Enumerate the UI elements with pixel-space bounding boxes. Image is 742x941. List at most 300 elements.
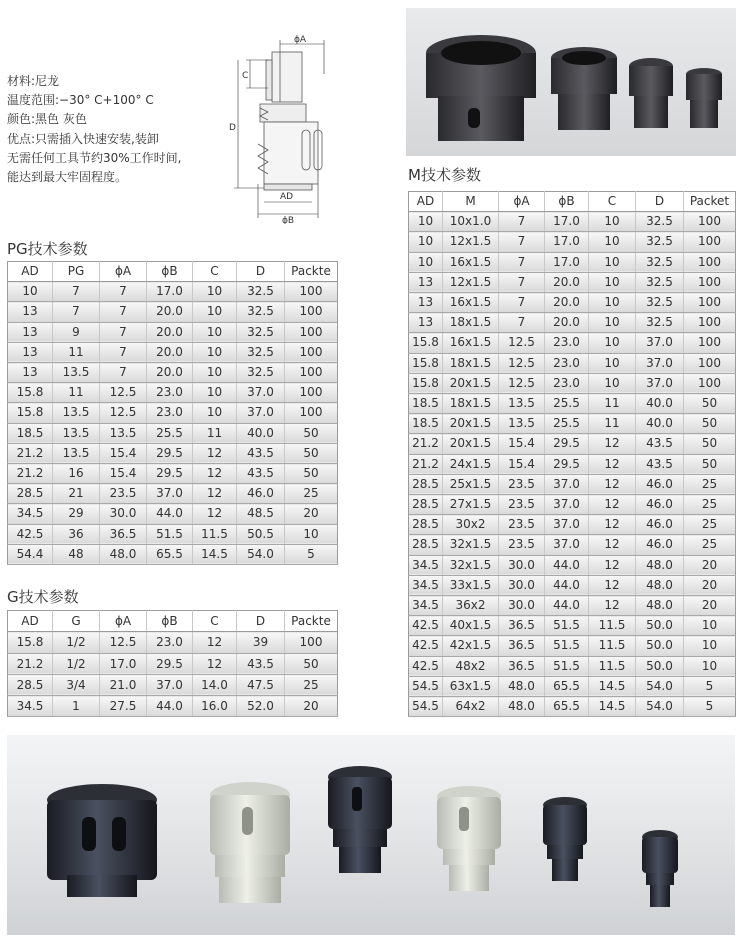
table-cell: 12.5 (499, 353, 545, 373)
table-cell: 65.5 (545, 676, 589, 696)
grey-connector-medium-image (437, 786, 501, 891)
table-cell: 21.2 (8, 653, 53, 674)
product-photo-top (406, 8, 736, 156)
table-cell: 52.0 (237, 696, 285, 717)
table-cell: 37.0 (545, 474, 589, 494)
table-cell: 11.5 (589, 616, 636, 636)
table-cell: 65.5 (545, 697, 589, 717)
table-cell: 5 (684, 676, 736, 696)
table-cell: 13.5 (53, 423, 100, 443)
table-cell: 10 (589, 313, 636, 333)
table-cell: 54.4 (8, 544, 53, 564)
table-cell: 29.5 (147, 464, 193, 484)
table-cell: 3/4 (53, 674, 100, 695)
table-cell: 28.5 (409, 535, 443, 555)
table-row (8, 696, 338, 717)
column-header: Packet (684, 192, 736, 212)
dim-label-a: ϕA (294, 35, 307, 45)
black-connector-small-image (543, 797, 587, 881)
table-cell: 12.5 (499, 333, 545, 353)
table-cell: 42.5 (409, 636, 443, 656)
table-cell: 11 (589, 414, 636, 434)
table-cell: 28.5 (409, 515, 443, 535)
table-cell: 12 (193, 443, 237, 463)
table-cell: 42.5 (8, 524, 53, 544)
table-row (8, 282, 338, 302)
table-cell: 37.0 (147, 484, 193, 504)
table-cell: 12 (589, 454, 636, 474)
table-cell: 10x1.0 (443, 212, 499, 232)
table-cell: 34.5 (409, 555, 443, 575)
table-cell: 50 (684, 434, 736, 454)
table-cell: 12 (589, 596, 636, 616)
table-cell: 14.0 (193, 674, 237, 695)
table-cell: 10 (193, 363, 237, 383)
table-row (409, 293, 736, 313)
table-cell: 46.0 (237, 484, 285, 504)
small-connector-image (629, 58, 673, 128)
table-cell: 51.5 (147, 524, 193, 544)
table-cell: 100 (684, 373, 736, 393)
table-cell: 100 (684, 252, 736, 272)
table-row (409, 515, 736, 535)
column-header: D (237, 262, 285, 282)
table-cell: 13.5 (499, 394, 545, 414)
table-cell: 12.5 (100, 632, 147, 653)
table-row (409, 252, 736, 272)
table-row (409, 353, 736, 373)
table-cell: 100 (684, 272, 736, 292)
table-row (409, 232, 736, 252)
table-cell: 29.5 (147, 443, 193, 463)
black-connector-medium-image (328, 766, 392, 873)
column-header: C (193, 611, 237, 632)
table-cell: 7 (499, 232, 545, 252)
table-cell: 12 (589, 535, 636, 555)
dim-label-b: ϕB (282, 216, 295, 224)
product-photo-bottom (7, 735, 735, 935)
table-cell: 7 (100, 342, 147, 362)
spec-material: 材料:尼龙 (7, 74, 60, 88)
table-cell: 100 (285, 282, 338, 302)
table-row (8, 383, 338, 403)
table-cell: 44.0 (147, 504, 193, 524)
table-cell: 10 (193, 403, 237, 423)
table-cell: 28.5 (8, 674, 53, 695)
table-cell: 12 (193, 504, 237, 524)
table-cell: 40x1.5 (443, 616, 499, 636)
table-cell: 23.0 (147, 383, 193, 403)
table-cell: 13.5 (53, 403, 100, 423)
table-cell: 10 (589, 353, 636, 373)
table-cell: 37.0 (636, 373, 684, 393)
table-cell: 21.2 (409, 434, 443, 454)
table-cell: 46.0 (636, 535, 684, 555)
table-cell: 32.5 (636, 293, 684, 313)
table-cell: 10 (589, 232, 636, 252)
table-row (409, 212, 736, 232)
table-row (409, 636, 736, 656)
table-cell: 100 (285, 342, 338, 362)
table-cell: 12 (193, 653, 237, 674)
table-cell: 18x1.5 (443, 394, 499, 414)
table-cell: 12 (589, 495, 636, 515)
table-cell: 10 (589, 333, 636, 353)
table-cell: 23.0 (147, 632, 193, 653)
table-cell: 13 (409, 272, 443, 292)
table-cell: 18x1.5 (443, 313, 499, 333)
table-cell: 48.0 (636, 575, 684, 595)
table-cell: 20.0 (147, 322, 193, 342)
table-cell: 20x1.5 (443, 434, 499, 454)
table-cell: 36 (53, 524, 100, 544)
table-cell: 25 (684, 495, 736, 515)
table-cell: 47.5 (237, 674, 285, 695)
table-cell: 23.0 (147, 403, 193, 423)
table-row (8, 443, 338, 463)
table-cell: 36.5 (100, 524, 147, 544)
table-cell: 44.0 (147, 696, 193, 717)
table-cell: 20 (285, 696, 338, 717)
table-cell: 100 (684, 232, 736, 252)
column-header: ϕA (100, 611, 147, 632)
table-row (409, 495, 736, 515)
table-cell: 51.5 (545, 636, 589, 656)
table-cell: 17.0 (545, 232, 589, 252)
table-cell: 32.5 (636, 232, 684, 252)
table-cell: 20.0 (545, 293, 589, 313)
table-cell: 37.0 (147, 674, 193, 695)
table-cell: 13.5 (499, 414, 545, 434)
table-row (409, 555, 736, 575)
table-cell: 37.0 (636, 333, 684, 353)
table-cell: 100 (684, 313, 736, 333)
table-cell: 34.5 (409, 596, 443, 616)
table-cell: 10 (193, 322, 237, 342)
table-cell: 13 (8, 302, 53, 322)
table-cell: 10 (193, 282, 237, 302)
table-cell: 34.5 (8, 696, 53, 717)
table-row (409, 394, 736, 414)
table-cell: 10 (285, 524, 338, 544)
table-cell: 20.0 (545, 272, 589, 292)
table-row (409, 474, 736, 494)
table-cell: 65.5 (147, 544, 193, 564)
table-cell: 10 (684, 636, 736, 656)
table-cell: 25 (684, 535, 736, 555)
table-row (8, 423, 338, 443)
spec-temperature: 温度范围:−30° C+100° C (7, 93, 154, 108)
column-header: ϕA (499, 192, 545, 212)
table-cell: 42.5 (409, 616, 443, 636)
table-cell: 36.5 (499, 636, 545, 656)
table-cell: 7 (499, 272, 545, 292)
table-row (409, 535, 736, 555)
column-header: PG (53, 262, 100, 282)
spec-advantage-3: 能达到最大牢固程度。 (7, 170, 128, 185)
table-row (409, 414, 736, 434)
table-cell: 15.4 (499, 454, 545, 474)
table-row (8, 302, 338, 322)
table-row (409, 575, 736, 595)
table-row (8, 632, 338, 653)
table-cell: 15.4 (100, 443, 147, 463)
column-header: D (636, 192, 684, 212)
table-cell: 25.5 (147, 423, 193, 443)
table-cell: 27.5 (100, 696, 147, 717)
table-cell: 13.5 (53, 443, 100, 463)
table-cell: 10 (589, 373, 636, 393)
table-cell: 50.5 (237, 524, 285, 544)
table-cell: 39 (237, 632, 285, 653)
table-cell: 33x1.5 (443, 575, 499, 595)
table-cell: 50.0 (636, 656, 684, 676)
table-cell: 28.5 (8, 484, 53, 504)
table-header-row (8, 262, 338, 282)
table-cell: 12.5 (499, 373, 545, 393)
table-cell: 14.5 (589, 697, 636, 717)
table-cell: 7 (100, 363, 147, 383)
table-cell: 23.0 (545, 333, 589, 353)
pg-spec-table (7, 261, 338, 565)
table-cell: 27x1.5 (443, 495, 499, 515)
table-cell: 25 (684, 515, 736, 535)
table-row (8, 322, 338, 342)
table-header-row (409, 192, 736, 212)
table-row (8, 653, 338, 674)
table-cell: 25.5 (545, 414, 589, 434)
table-cell: 40.0 (636, 394, 684, 414)
table-cell: 37.0 (237, 383, 285, 403)
table-cell: 1/2 (53, 632, 100, 653)
table-cell: 23.0 (545, 373, 589, 393)
table-cell: 10 (589, 252, 636, 272)
column-header: AD (409, 192, 443, 212)
dim-label-d: D (229, 123, 236, 133)
table-cell: 32.5 (636, 252, 684, 272)
dim-label-c: C (242, 71, 249, 81)
table-cell: 28.5 (409, 495, 443, 515)
table-cell: 10 (409, 232, 443, 252)
table-cell: 12 (193, 484, 237, 504)
table-cell: 16x1.5 (443, 333, 499, 353)
table-cell: 50 (285, 423, 338, 443)
table-cell: 46.0 (636, 515, 684, 535)
table-cell: 10 (684, 656, 736, 676)
table-cell: 48.0 (636, 555, 684, 575)
table-cell: 48.0 (499, 697, 545, 717)
table-cell: 100 (285, 632, 338, 653)
material-spec-block (7, 72, 182, 187)
grey-connector-large-image (210, 782, 290, 903)
table-cell: 23.5 (499, 515, 545, 535)
table-cell: 12.5 (100, 383, 147, 403)
table-cell: 11 (589, 394, 636, 414)
table-cell: 32x1.5 (443, 555, 499, 575)
table-cell: 10 (193, 383, 237, 403)
table-cell: 64x2 (443, 697, 499, 717)
table-row (8, 464, 338, 484)
table-cell: 24x1.5 (443, 454, 499, 474)
table-row (409, 676, 736, 696)
column-header: D (237, 611, 285, 632)
column-header: ϕB (545, 192, 589, 212)
column-header: Packte (285, 611, 338, 632)
table-cell: 23.5 (499, 474, 545, 494)
table-cell: 32.5 (237, 322, 285, 342)
g-spec-table (7, 610, 338, 717)
table-cell: 23.5 (499, 535, 545, 555)
table-cell: 43.5 (237, 443, 285, 463)
table-cell: 43.5 (636, 434, 684, 454)
table-row (409, 616, 736, 636)
table-cell: 11.5 (589, 636, 636, 656)
table-row (409, 373, 736, 393)
column-header: AD (8, 262, 53, 282)
table-cell: 20 (684, 575, 736, 595)
table-row (8, 403, 338, 423)
table-cell: 12.5 (100, 403, 147, 423)
table-cell: 16 (53, 464, 100, 484)
table-cell: 15.4 (100, 464, 147, 484)
table-cell: 7 (499, 293, 545, 313)
table-cell: 12x1.5 (443, 232, 499, 252)
table-cell: 15.8 (8, 403, 53, 423)
table-row (409, 333, 736, 353)
table-cell: 32.5 (237, 302, 285, 322)
table-cell: 17.0 (100, 653, 147, 674)
table-cell: 50 (285, 464, 338, 484)
table-cell: 7 (499, 313, 545, 333)
table-cell: 20.0 (545, 313, 589, 333)
table-cell: 32x1.5 (443, 535, 499, 555)
connector-technical-drawing (228, 34, 348, 224)
table-cell: 37.0 (545, 515, 589, 535)
dim-label-ad: AD (280, 192, 294, 202)
m-spec-table (408, 191, 736, 717)
column-header: ϕA (100, 262, 147, 282)
table-cell: 20.0 (147, 302, 193, 322)
table-cell: 32.5 (636, 272, 684, 292)
table-header-row (8, 611, 338, 632)
table-cell: 13 (409, 293, 443, 313)
table-cell: 40.0 (237, 423, 285, 443)
table-cell: 12 (589, 434, 636, 454)
table-cell: 14.5 (193, 544, 237, 564)
table-row (409, 454, 736, 474)
table-row (8, 484, 338, 504)
table-cell: 48.0 (100, 544, 147, 564)
column-header: Packte (285, 262, 338, 282)
large-connector-image (426, 35, 536, 141)
table-cell: 13 (8, 322, 53, 342)
table-cell: 54.5 (409, 697, 443, 717)
table-cell: 43.5 (636, 454, 684, 474)
table-cell: 7 (53, 302, 100, 322)
table-cell: 34.5 (409, 575, 443, 595)
table-cell: 7 (100, 282, 147, 302)
table-cell: 43.5 (237, 653, 285, 674)
spec-advantage-2: 无需任何工具节约30%工作时间, (7, 150, 182, 165)
table-cell: 7 (100, 302, 147, 322)
table-row (8, 544, 338, 564)
table-cell: 13.5 (53, 363, 100, 383)
table-cell: 44.0 (545, 555, 589, 575)
table-cell: 25 (285, 484, 338, 504)
table-cell: 44.0 (545, 596, 589, 616)
table-cell: 15.8 (409, 333, 443, 353)
table-cell: 37.0 (545, 495, 589, 515)
table-cell: 100 (684, 333, 736, 353)
table-cell: 18.5 (409, 414, 443, 434)
column-header: M (443, 192, 499, 212)
table-cell: 15.8 (409, 353, 443, 373)
table-cell: 21.2 (8, 443, 53, 463)
table-cell: 21.0 (100, 674, 147, 695)
column-header: AD (8, 611, 53, 632)
table-cell: 32.5 (237, 282, 285, 302)
table-cell: 13.5 (100, 423, 147, 443)
table-cell: 48.0 (636, 596, 684, 616)
medium-connector-image (551, 47, 617, 130)
table-cell: 48x2 (443, 656, 499, 676)
table-cell: 46.0 (636, 474, 684, 494)
table-cell: 12 (589, 515, 636, 535)
table-cell: 36.5 (499, 616, 545, 636)
table-cell: 15.4 (499, 434, 545, 454)
table-cell: 23.5 (499, 495, 545, 515)
table-cell: 36.5 (499, 656, 545, 676)
table-cell: 100 (684, 293, 736, 313)
table-cell: 29.5 (147, 653, 193, 674)
table-cell: 37.0 (545, 535, 589, 555)
table-cell: 1 (53, 696, 100, 717)
table-cell: 40.0 (636, 414, 684, 434)
table-cell: 12 (589, 474, 636, 494)
table-cell: 42x1.5 (443, 636, 499, 656)
table-cell: 20x1.5 (443, 373, 499, 393)
table-cell: 15.8 (8, 632, 53, 653)
spec-color: 颜色:黑色 灰色 (7, 112, 87, 127)
table-cell: 20 (684, 596, 736, 616)
table-row (409, 697, 736, 717)
table-row (8, 363, 338, 383)
table-cell: 29 (53, 504, 100, 524)
table-cell: 63x1.5 (443, 676, 499, 696)
table-cell: 29.5 (545, 454, 589, 474)
table-cell: 23.0 (545, 353, 589, 373)
table-cell: 11.5 (193, 524, 237, 544)
column-header: ϕB (147, 611, 193, 632)
table-cell: 5 (684, 697, 736, 717)
table-cell: 10 (684, 616, 736, 636)
table-cell: 32.5 (636, 313, 684, 333)
table-cell: 13 (8, 363, 53, 383)
table-cell: 12 (193, 632, 237, 653)
table-cell: 17.0 (545, 252, 589, 272)
table-cell: 18x1.5 (443, 353, 499, 373)
table-cell: 12 (589, 555, 636, 575)
table-cell: 48.0 (499, 676, 545, 696)
table-cell: 32.5 (237, 342, 285, 362)
table-cell: 21.2 (8, 464, 53, 484)
table-cell: 32.5 (636, 212, 684, 232)
table-cell: 54.0 (636, 697, 684, 717)
table-row (8, 674, 338, 695)
table-cell: 50 (285, 653, 338, 674)
table-cell: 20 (684, 555, 736, 575)
table-cell: 15.8 (409, 373, 443, 393)
